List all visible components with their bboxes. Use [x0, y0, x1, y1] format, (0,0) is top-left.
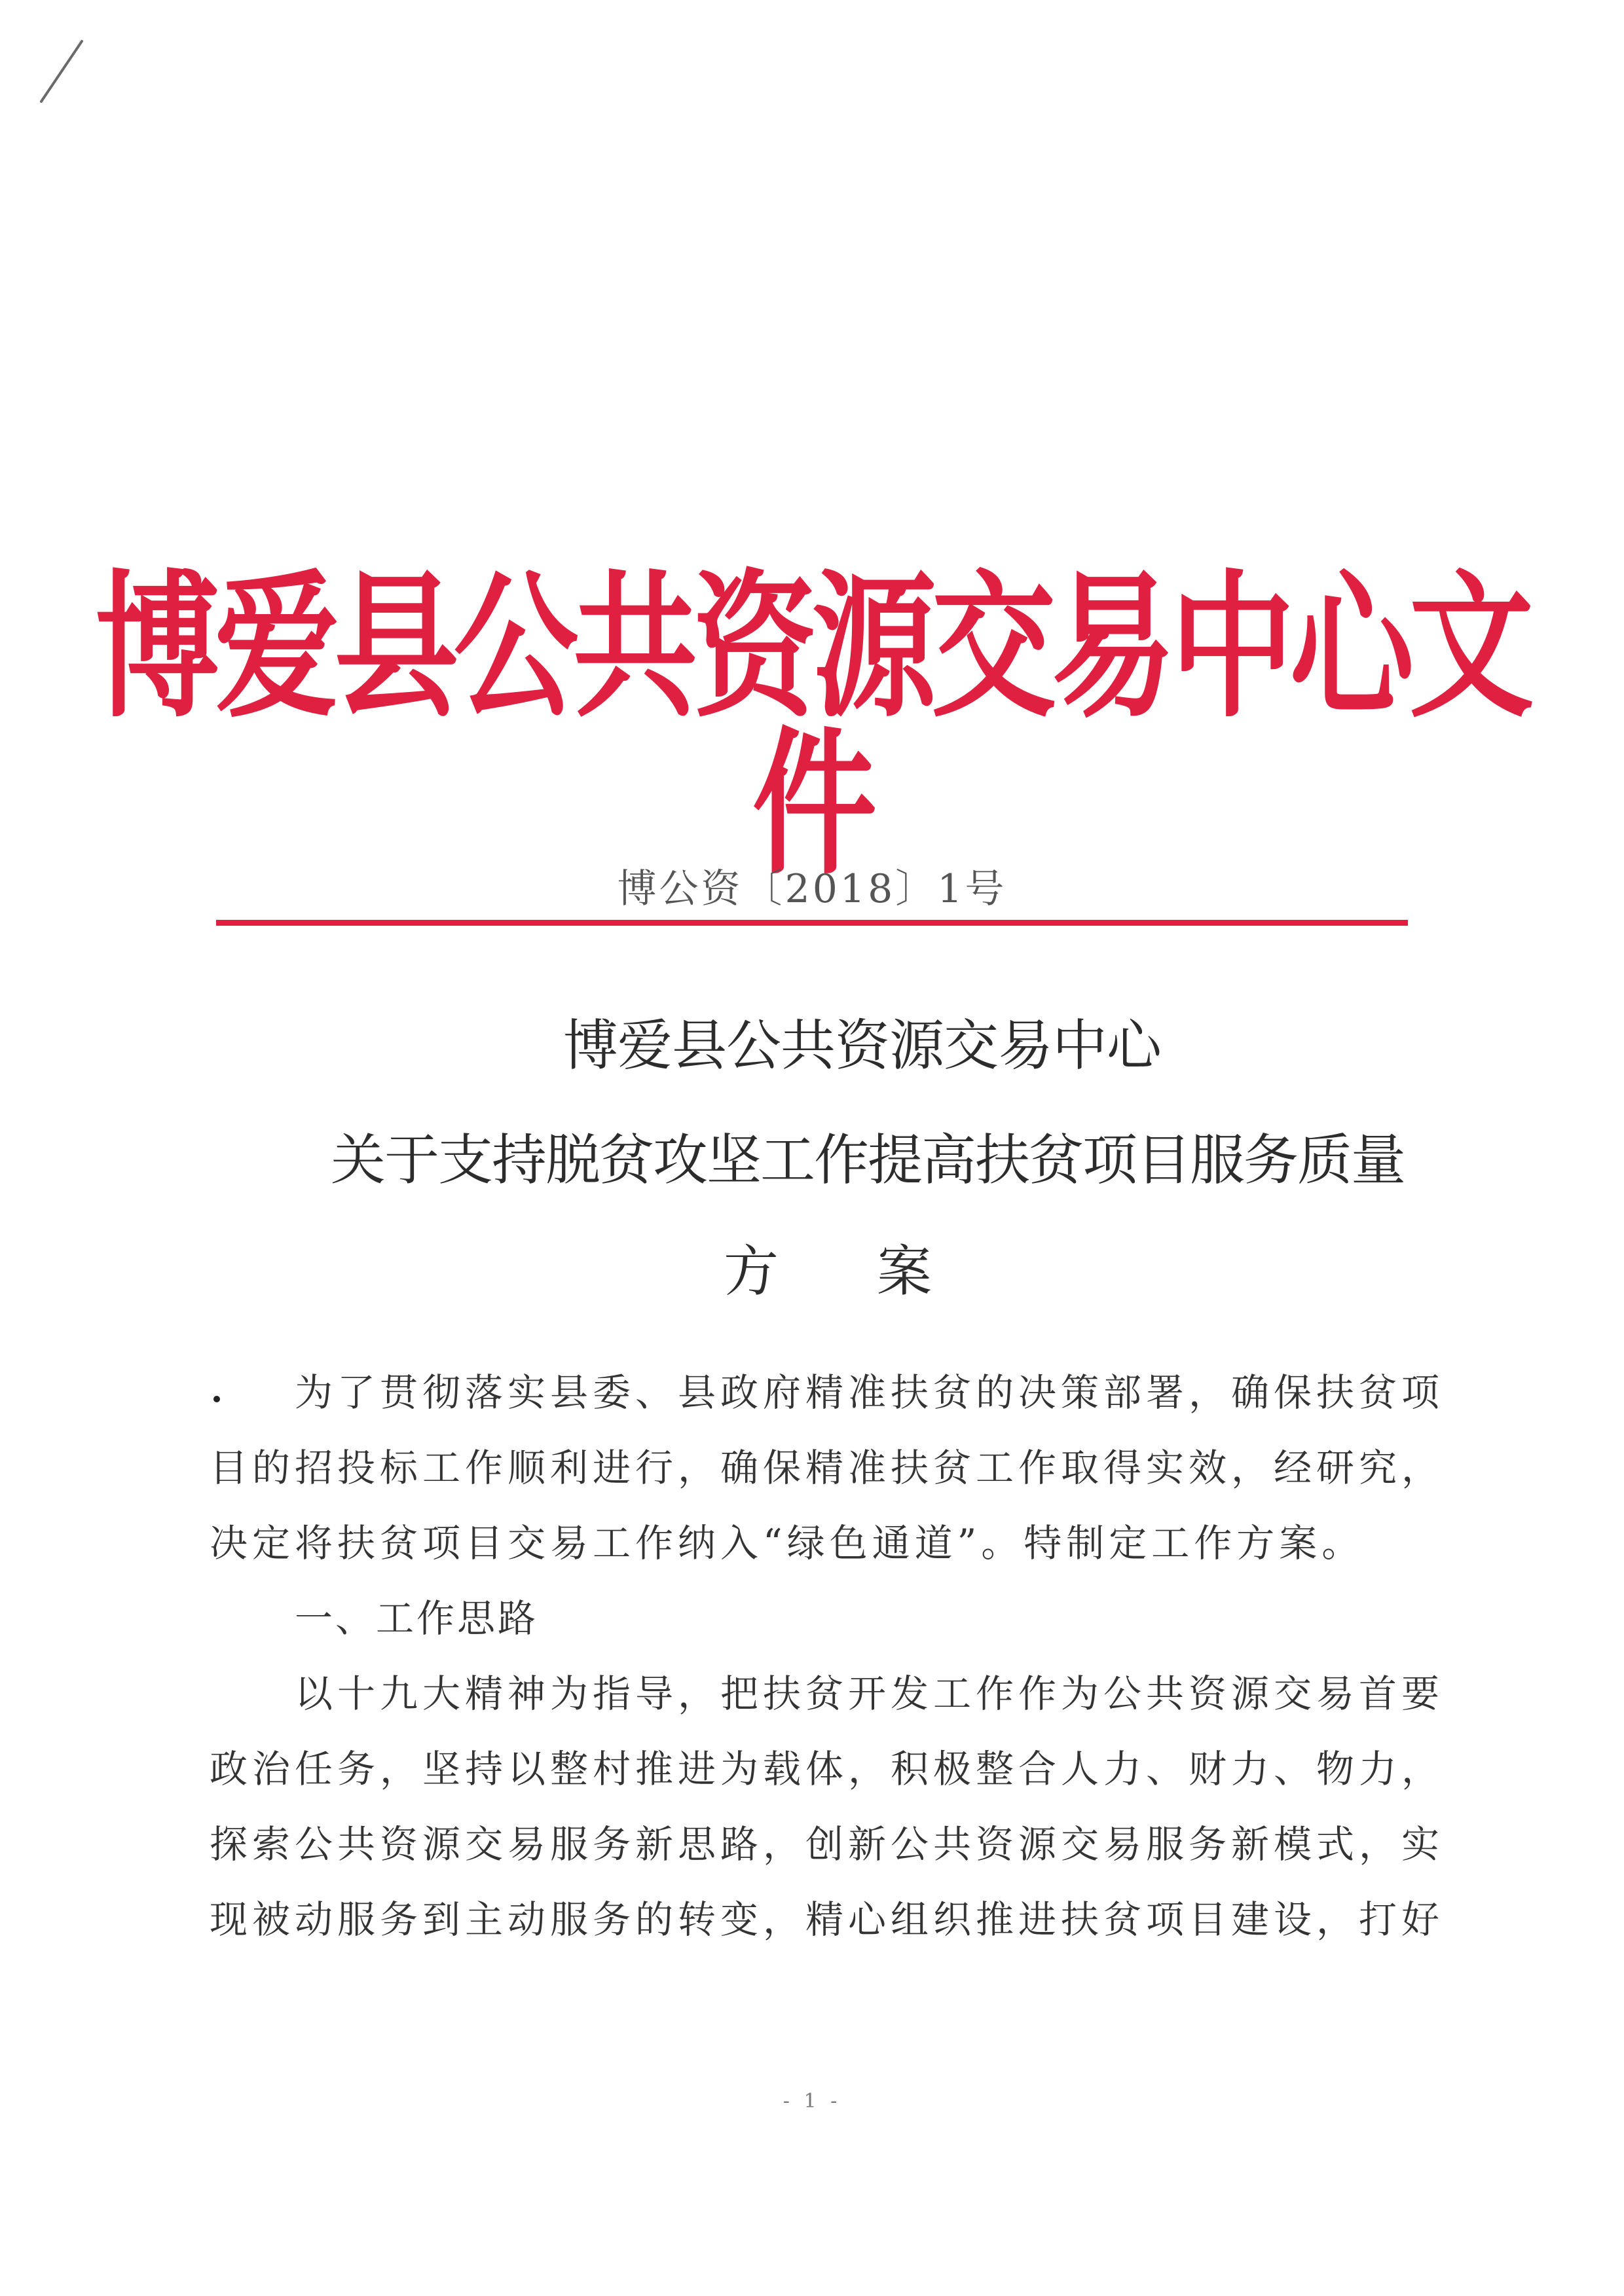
body-line: 政治任务，坚持以整村推进为载体，积极整合人力、财力、物力， [210, 1747, 1445, 1791]
page-number: - 1 - [783, 2090, 841, 2113]
body-line: 探索公共资源交易服务新思路，创新公共资源交易服务新模式，实 [210, 1822, 1445, 1867]
document-number: 博公资〔2018〕1号 [617, 866, 1007, 912]
red-divider-rule [216, 920, 1408, 926]
body-line: 为了贯彻落实县委、县政府精准扶贫的决策部署，确保扶贫项 [295, 1370, 1445, 1415]
title-line-1: 博爱县公共资源交易中心 [563, 1013, 1162, 1078]
body-line: 以十九大精神为指导，把扶贫开发工作作为公共资源交易首要 [295, 1671, 1445, 1716]
scan-dot-mark [213, 1396, 220, 1402]
issuer-title: 博爱县公共资源交易中心文件 [95, 556, 1529, 897]
body-line: 决定将扶贫项目交易工作纳入“绿色通道”。特制定工作方案。 [210, 1521, 1365, 1565]
title-line-3: 方案 [724, 1239, 1031, 1303]
body-line: 目的招投标工作顺利进行，确保精准扶贫工作取得实效，经研究， [210, 1446, 1445, 1490]
title-line-2: 关于支持脱贫攻坚工作提高扶贫项目服务质量 [331, 1128, 1405, 1192]
body-line: 现被动服务到主动服务的转变，精心组织推进扶贫项目建设，打好 [210, 1897, 1445, 1942]
section-heading: 一、工作思路 [295, 1596, 539, 1641]
